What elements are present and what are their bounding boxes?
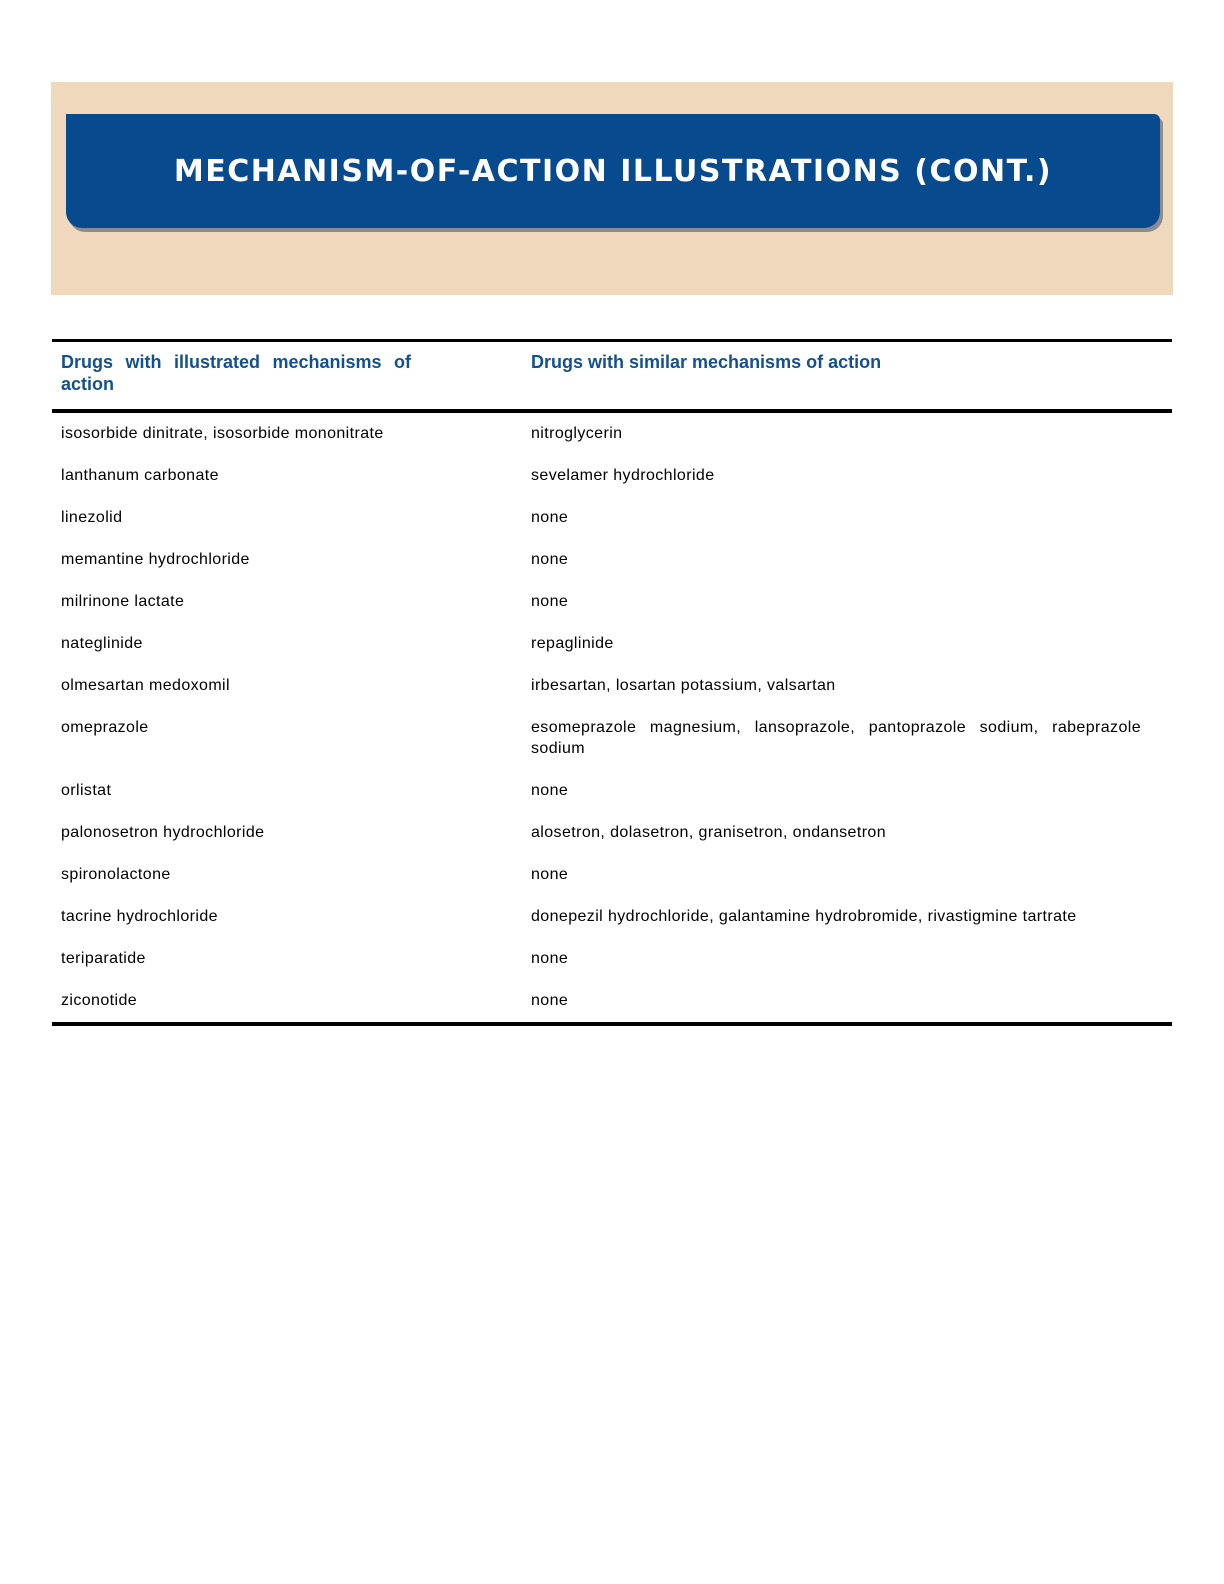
drug-table (52, 339, 1172, 1026)
similar-drugs-cell: alosetron, dolasetron, granisetron, ondansetron (531, 824, 887, 841)
title-banner (66, 114, 1160, 228)
similar-drugs-cell: none (531, 782, 569, 799)
table-header (52, 341, 1172, 412)
similar-drugs-cell: sevelamer hydrochloride (531, 467, 715, 484)
table-row (52, 581, 1172, 623)
table-row (52, 665, 1172, 707)
drug-name-cell: tacrine hydrochloride (61, 908, 218, 925)
drug-name-cell: olmesartan medoxomil (61, 677, 230, 694)
table-row (52, 539, 1172, 581)
drug-name-cell: palonosetron hydrochloride (61, 824, 265, 841)
table-row (52, 980, 1172, 1024)
drug-name-cell: lanthanum carbonate (61, 467, 219, 484)
column-header-illustrated-mechanisms: Drugs with illustrated mechanisms of action (52, 341, 531, 412)
similar-drugs-cell: none (531, 980, 1172, 1024)
similar-drugs-cell: nitroglycerin (531, 425, 623, 442)
drug-name-cell: linezolid (61, 509, 123, 526)
table-body (52, 411, 1172, 1024)
similar-drugs-cell: none (531, 866, 569, 883)
table-row (52, 411, 1172, 455)
drug-name-cell: teriparatide (61, 950, 146, 967)
drug-name-cell: isosorbide dinitrate, isosorbide mononitrate (61, 425, 384, 442)
similar-drugs-cell: none (531, 551, 569, 568)
similar-drugs-cell: donepezil hydrochloride, galantamine hydrobromide, rivastigmine tartrate (531, 908, 1077, 925)
table-row (52, 896, 1172, 938)
similar-drugs-cell: repaglinide (531, 635, 614, 652)
similar-drugs-cell: irbesartan, losartan potassium, valsartan (531, 677, 836, 694)
table-row (52, 623, 1172, 665)
drug-name-cell: nateglinide (61, 635, 143, 652)
table-row (52, 938, 1172, 980)
similar-drugs-cell: esomeprazole magnesium, lansoprazole, pantoprazole sodium, rabeprazole sodium (531, 719, 1141, 757)
page-title: MECHANISM-OF-ACTION ILLUSTRATIONS (CONT.) (173, 153, 1053, 189)
similar-drugs-cell: none (531, 509, 569, 526)
table-row (52, 770, 1172, 812)
drug-name-cell: spironolactone (61, 866, 171, 883)
similar-drugs-cell: none (531, 950, 569, 967)
table-row (52, 497, 1172, 539)
drug-name-cell: ziconotide (52, 980, 531, 1024)
table-row (52, 854, 1172, 896)
table-row (52, 455, 1172, 497)
header-row (52, 341, 1172, 412)
drug-name-cell: orlistat (61, 782, 112, 799)
table-row (52, 812, 1172, 854)
drug-name-cell: omeprazole (61, 719, 149, 736)
title-band (51, 82, 1173, 295)
similar-drugs-cell: none (531, 593, 569, 610)
table-row (52, 707, 1172, 770)
column-header-similar-mechanisms: Drugs with similar mechanisms of action (531, 341, 1172, 412)
drug-name-cell: memantine hydrochloride (61, 551, 250, 568)
drug-name-cell: milrinone lactate (61, 593, 185, 610)
